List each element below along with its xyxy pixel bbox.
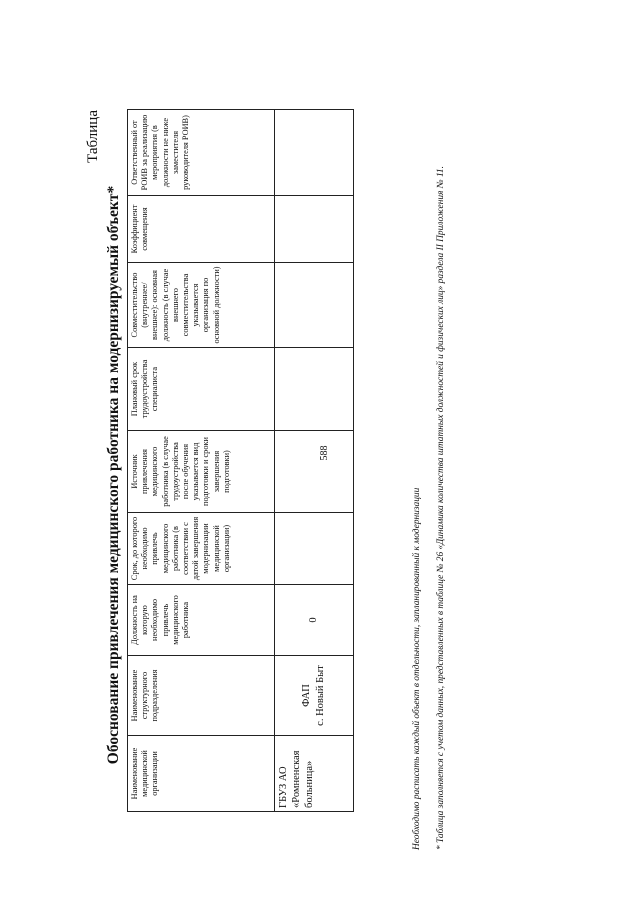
cell-organization: ГБУЗ АО «Ромненская больница»	[275, 736, 354, 812]
header-unit: Наименование структурного подразделения	[128, 656, 275, 736]
unit-name: ФАП	[301, 684, 312, 707]
cell-responsible	[275, 110, 354, 196]
cell-source	[275, 431, 354, 513]
header-combination: Совместительство (внутреннее/внешнее): основная должность (в случае внешнего совместительства указывается организация по основной должности)	[128, 263, 275, 348]
cell-position: 0	[275, 585, 354, 656]
note-table-fill: * Таблица заполняется с учетом данных, представленных в таблице № 26 «Динамика количества штатных должностей и физических лиц» раздела II Приложения № 11.	[436, 166, 446, 850]
unit-location: с. Новый Быт	[315, 665, 326, 726]
table-row	[275, 110, 354, 812]
header-deadline: Срок, до которого необходимо привлечь медицинского работника (в соответствии с датой завершения модернизации медицинской организации)	[128, 513, 275, 585]
justification-table	[127, 109, 354, 812]
header-position: Должность на которую необходимо привлечь медицинского работника	[128, 585, 275, 656]
header-responsible: Ответственный от РОИВ за реализацию мероприятия (в должности не ниже заместителя руководителя РОИВ)	[128, 110, 275, 196]
header-coefficient: Коэффициент совмещения	[128, 196, 275, 263]
table-header-row	[128, 110, 275, 812]
note-objects: Необходимо расписать каждый объект в отдельности, запланированный к модернизации	[412, 487, 422, 850]
header-employment-date: Плановый срок трудоустройства специалиста	[128, 348, 275, 431]
cell-employment-date	[275, 348, 354, 431]
cell-unit	[275, 656, 354, 736]
cell-deadline	[275, 513, 354, 585]
document-title: Обоснование привлечения медицинского работника на модернизируемый объект*	[105, 185, 122, 765]
footnotes	[410, 105, 458, 850]
rotated-page-content	[80, 100, 550, 850]
page-number: 588	[319, 445, 330, 461]
table-label: Таблица	[85, 110, 101, 163]
header-source: Источник привлечения медицинского работника (в случае трудоустройства после обучения указывается вид подготовки и сроки завершения подготовки)	[128, 431, 275, 513]
cell-coefficient	[275, 196, 354, 263]
header-organization: Наименование медицинской организации	[128, 736, 275, 812]
cell-combination	[275, 263, 354, 348]
